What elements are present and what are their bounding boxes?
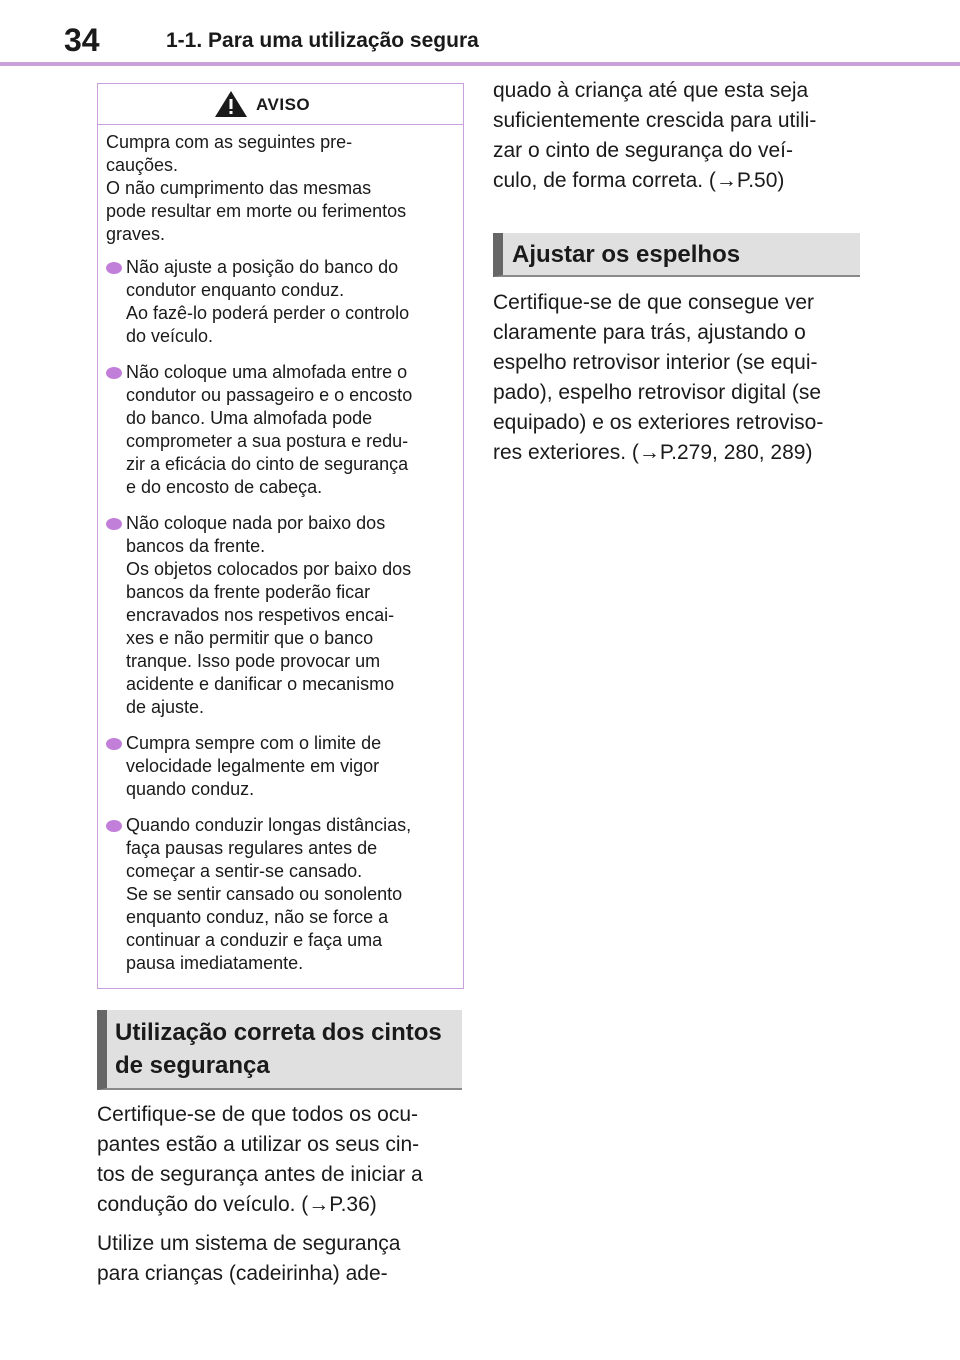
warning-box xyxy=(97,83,464,989)
warning-intro: Cumpra com as seguintes pre- cauções. O não cumprimento das mesmas pode resultar em morte ou ferimentos graves. xyxy=(106,132,407,244)
seatbelts-heading-text: Utilização correta dos cintos de segurança xyxy=(115,1019,442,1079)
warning-bullet-text: Não ajuste a posição do banco do condutor enquanto conduz. Ao fazê-lo poderá perder o controlo do veículo. xyxy=(126,257,410,346)
header-divider xyxy=(0,62,960,66)
mirrors-heading-text: Ajustar os espelhos xyxy=(512,241,741,268)
warning-triangle-icon xyxy=(214,90,248,118)
page-number: 34 xyxy=(64,22,100,58)
warning-header xyxy=(98,84,463,125)
warning-bullet xyxy=(106,512,451,719)
child-restraint-paragraph-continued: quado à criança até que esta seja suficientemente crescida para utili- zar o cinto de segurança do veí- culo, de forma correta. (→P.50) xyxy=(493,79,817,192)
bullet-dot-icon xyxy=(106,518,122,530)
warning-bullet xyxy=(106,732,451,801)
bullet-dot-icon xyxy=(106,262,122,274)
warning-bullet-text: Cumpra sempre com o limite de velocidade legalmente em vigor quando conduz. xyxy=(126,733,382,799)
seatbelts-heading xyxy=(97,1010,462,1090)
bullet-dot-icon xyxy=(106,820,122,832)
warning-bullet-text: Não coloque nada por baixo dos bancos da frente. Os objetos colocados por baixo dos bancos da frente poderão ficar encravados nos respetivos encai- xes e não permitir que o banco tranque. Isso pode provocar um acidente e danificar o mecanismo de ajuste. xyxy=(126,513,412,717)
mirrors-heading xyxy=(493,233,860,277)
warning-bullet xyxy=(106,814,451,975)
mirrors-paragraph: Certifique-se de que consegue ver claramente para trás, ajustando o espelho retrovisor interior (se equi- pado), espelho retrovisor digital (se equipado) e os exteriores retroviso- res exteriores. (→P.279, 280, 289) xyxy=(493,291,824,464)
bullet-dot-icon xyxy=(106,738,122,750)
page-header xyxy=(0,0,960,66)
warning-body xyxy=(98,125,463,975)
warning-title: AVISO xyxy=(256,95,311,114)
section-title: 1-1. Para uma utilização segura xyxy=(166,29,479,52)
warning-bullet xyxy=(106,361,451,499)
warning-bullet-text: Quando conduzir longas distâncias, faça pausas regulares antes de começar a sentir-se cansado. Se se sentir cansado ou sonolento enquanto conduz, não se force a continuar a conduzir e faça uma pausa imediatamente. xyxy=(126,815,412,973)
bullet-dot-icon xyxy=(106,367,122,379)
warning-bullet-text: Não coloque uma almofada entre o condutor ou passageiro e o encosto do banco. Uma almofada pode comprometer a sua postura e redu- zir a eficácia do cinto de segurança e do encosto de cabeça. xyxy=(126,362,413,497)
warning-bullet xyxy=(106,256,451,348)
child-restraint-paragraph: Utilize um sistema de segurança para crianças (cadeirinha) ade- xyxy=(97,1232,401,1285)
seatbelts-paragraph: Certifique-se de que todos os ocu- pantes estão a utilizar os seus cin- tos de segurança antes de iniciar a condução do veículo. (→P.36) xyxy=(97,1103,423,1216)
